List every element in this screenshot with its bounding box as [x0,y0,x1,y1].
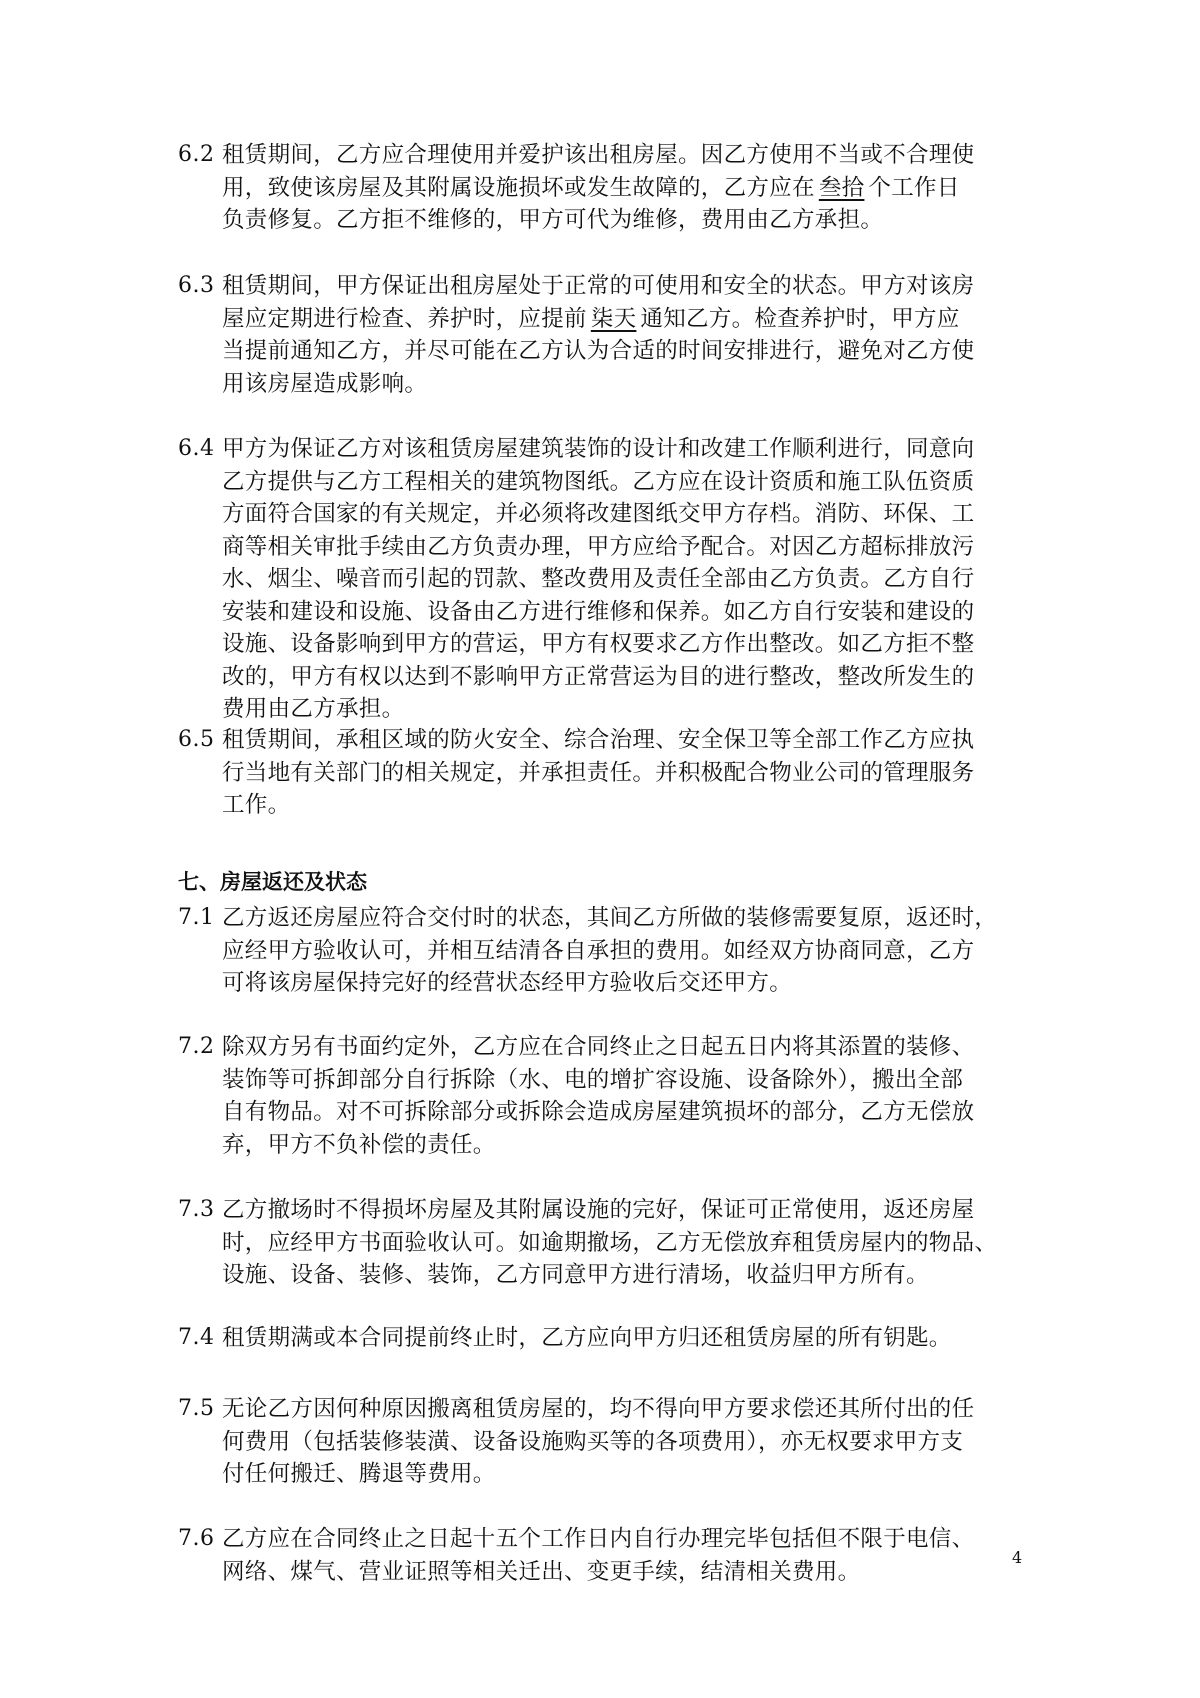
filled-blank: 柒天 [590,305,637,332]
clause-number: 7.2 [178,1034,215,1059]
clause-line: 付任何搬迁、腾退等费用。 [222,1461,496,1487]
clause-line: 弃，甲方不负补偿的责任。 [222,1131,496,1158]
section-heading: 七、房屋返还及状态 [178,870,367,894]
clause-line: 甲方为保证乙方对该租赁房屋建筑装饰的设计和改建工作顺利进行，同意向 [222,436,975,462]
clause-7-1 [178,902,1038,1000]
clause-number: 7.1 [178,905,215,930]
page-number: 4 [1012,1548,1023,1567]
clause-7-3 [178,1194,1038,1292]
clause-line: 无论乙方因何种原因搬离租赁房屋的，均不得向甲方要求偿还其所付出的任 [222,1396,975,1422]
clause-7-6 [178,1523,1038,1588]
clause-line [222,172,1038,205]
clause-line: 何费用（包括装修装潢、设备设施购买等的各项费用），亦无权要求甲方支 [222,1428,964,1455]
clause-line: 网络、煤气、营业证照等相关迁出、变更手续，结清相关费用。 [222,1558,861,1585]
clause-line [222,303,1038,336]
clause-7-2 [178,1031,1038,1161]
clause-number: 7.4 [178,1325,215,1350]
clause-line: 当提前通知乙方，并尽可能在乙方认为合适的时间安排进行，避免对乙方使 [222,338,975,364]
clause-line: 乙方应在合同终止之日起十五个工作日内自行办理完毕包括但不限于电信、 [222,1526,975,1552]
clause-6-2 [178,139,1038,237]
clause-line: 安装和建设和设施、设备由乙方进行维修和保养。如乙方自行安装和建设的 [222,598,975,625]
clause-line: 应经甲方验收认可，并相互结清各自承担的费用。如经双方协商同意，乙方 [222,937,975,964]
clause-6-4 [178,433,1038,726]
clause-line: 设施、设备、装修、装饰，乙方同意甲方进行清场，收益归甲方所有。 [222,1262,929,1288]
clause-text: 用，致使该房屋及其附属设施损坏或发生故障的，乙方应在 [222,174,815,201]
clause-number: 7.3 [178,1197,215,1222]
clause-6-3 [178,270,1038,400]
clause-line: 租赁期间，甲方保证出租房屋处于正常的可使用和安全的状态。甲方对该房 [222,273,975,299]
clause-number: 6.4 [178,436,215,461]
clause-line: 乙方提供与乙方工程相关的建筑物图纸。乙方应在设计资质和施工队伍资质 [222,468,975,495]
clause-number: 7.5 [178,1396,215,1421]
clause-line: 租赁期满或本合同提前终止时，乙方应向甲方归还租赁房屋的所有钥匙。 [222,1325,952,1351]
clause-line: 方面符合国家的有关规定，并必须将改建图纸交甲方存档。消防、环保、工 [222,501,975,527]
clause-7-5 [178,1393,1038,1491]
clause-text: 通知乙方。检查养护时，甲方应 [640,305,960,332]
clause-text: 屋应定期进行检查、养护时，应提前 [222,305,587,332]
clause-text: 个工作日 [868,174,960,201]
clause-line: 自有物品。对不可拆除部分或拆除会造成房屋建筑损坏的部分，乙方无偿放 [222,1099,975,1125]
clause-6-5 [178,724,1038,822]
clause-line: 行当地有关部门的相关规定，并承担责任。并积极配合物业公司的管理服务 [222,759,975,786]
clause-line: 工作。 [222,792,291,818]
clause-line: 设施、设备影响到甲方的营运，甲方有权要求乙方作出整改。如乙方拒不整 [222,631,975,657]
clause-line: 费用由乙方承担。 [222,696,405,722]
clause-line: 时，应经甲方书面验收认可。如逾期撤场，乙方无偿放弃租赁房屋内的物品、 [222,1229,998,1256]
clause-number: 7.6 [178,1526,215,1551]
filled-blank: 叁拾 [818,174,865,201]
clause-line: 负责修复。乙方拒不维修的，甲方可代为维修，费用由乙方承担。 [222,207,884,233]
clause-number: 6.2 [178,142,215,167]
clause-7-4 [178,1322,1038,1355]
clause-line: 租赁期间，乙方应合理使用并爱护该出租房屋。因乙方使用不当或不合理使 [222,142,975,168]
clause-line: 商等相关审批手续由乙方负责办理，甲方应给予配合。对因乙方超标排放污 [222,533,975,560]
clause-line: 用该房屋造成影响。 [222,370,428,397]
clause-line: 除双方另有书面约定外，乙方应在合同终止之日起五日内将其添置的装修、 [222,1034,975,1060]
clause-line: 可将该房屋保持完好的经营状态经甲方验收后交还甲方。 [222,970,793,996]
clause-line: 乙方返还房屋应符合交付时的状态，其间乙方所做的装修需要复原，返还时， [222,905,998,931]
clause-line: 改的，甲方有权以达到不影响甲方正常营运为目的进行整改，整改所发生的 [222,663,975,690]
clause-line: 装饰等可拆卸部分自行拆除（水、电的增扩容设施、设备除外），搬出全部 [222,1066,964,1093]
clause-line: 租赁期间，承租区域的防火安全、综合治理、安全保卫等全部工作乙方应执 [222,727,975,753]
clause-number: 6.5 [178,727,215,752]
clause-number: 6.3 [178,273,215,298]
clause-line: 乙方撤场时不得损坏房屋及其附属设施的完好，保证可正常使用，返还房屋 [222,1197,975,1223]
clause-line: 水、烟尘、噪音而引起的罚款、整改费用及责任全部由乙方负责。乙方自行 [222,566,975,592]
